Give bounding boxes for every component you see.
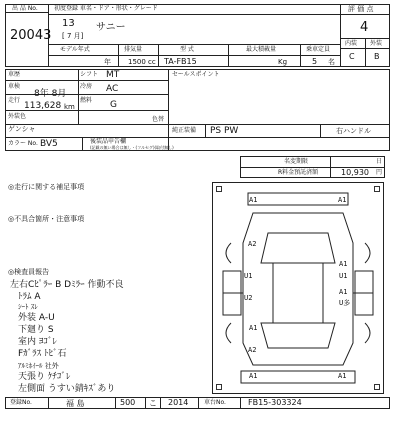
exterior-label: 外装 — [370, 40, 383, 47]
inspector-note-line: 天張り ｹﾁｺﾞﾚ — [18, 372, 71, 382]
name-change-unit: 日 — [376, 158, 383, 165]
damage-mark: A1 — [339, 260, 348, 268]
inspector-note-line: ﾄﾗﾑ A — [18, 292, 41, 302]
registration-number: 2014 — [168, 398, 189, 407]
registration-no-label: 登録No. — [10, 399, 32, 406]
shift-value: MT — [106, 70, 120, 80]
damage-mark: A1 — [249, 372, 258, 380]
rating-value: 4 — [360, 20, 369, 35]
damage-mark: A1 — [339, 288, 348, 296]
fuel-value: G — [110, 100, 117, 110]
inspector-note-line: ｱﾙﾐﾎｲｰﾙ 社外 — [18, 362, 59, 370]
equipment-value: PS PW — [210, 126, 239, 136]
color-code-label: カラー No. — [8, 140, 38, 147]
exterior-grade: B — [374, 52, 380, 61]
registration-kana: こ — [149, 399, 157, 408]
damage-mark: A1 — [249, 324, 258, 332]
inspection-value: 8年 8月 — [34, 89, 67, 99]
driving-notes-title: ◎走行に関する補足事項 — [8, 183, 85, 191]
damage-mark: A2 — [248, 240, 257, 248]
max-load-label: 最大積載量 — [246, 46, 277, 53]
inspector-report-title: ◎検査員報告 — [8, 268, 50, 276]
car-diagram — [212, 182, 384, 394]
capacity-value: 5 — [312, 57, 318, 66]
inspector-note-line: ｼｰﾄ ｽﾚ — [18, 303, 38, 311]
chassis-value: TA-FB15 — [164, 57, 197, 66]
recycle-fee-unit: 円 — [376, 169, 383, 176]
recycle-fee-value: 10,930 — [341, 168, 369, 177]
ac-value: AC — [106, 84, 119, 94]
inspector-note-line: 室内 ﾖｺﾞﾚ — [18, 337, 57, 347]
interior-label: 内装 — [345, 40, 358, 47]
mileage-value: 113,628 — [24, 101, 62, 111]
recycle-fee-label: R料金預託済額 — [278, 169, 319, 176]
frame-no-label: 車台No. — [204, 399, 226, 406]
capacity-label: 乗車定員 — [306, 46, 331, 53]
inspection-label: 車検 — [8, 83, 21, 90]
inspector-note-line: 左右Cﾋﾟﾗｰ B Dﾐﾗｰ 作動不良 — [10, 280, 124, 290]
registration-year: 13 — [62, 18, 75, 29]
capacity-unit: 名 — [328, 58, 335, 66]
displacement-value: 1500 cc — [128, 58, 156, 66]
defects-notes-title: ◎不具合箇所・注意事項 — [8, 215, 85, 223]
damage-mark: A1 — [249, 196, 258, 204]
registration-class: 500 — [120, 398, 136, 407]
damage-mark: A1 — [338, 196, 347, 204]
color-change-tag: 色替 — [152, 116, 165, 123]
aftermarket-label: 後装品申告欄 — [90, 138, 127, 145]
ac-label: 冷房 — [80, 83, 93, 90]
fuel-label: 燃料 — [80, 97, 93, 104]
damage-mark: U1 — [339, 272, 348, 280]
damage-mark: U2 — [244, 294, 253, 302]
damage-mark: A2 — [248, 346, 257, 354]
interior-grade: C — [349, 52, 355, 61]
damage-mark: U多 — [339, 299, 351, 307]
exterior-color-value: ゲンシャ — [8, 125, 36, 133]
steering-value: 右ハンドル — [336, 127, 371, 135]
color-code-value: BV5 — [40, 139, 58, 149]
inspector-note-line: 下廻り S — [18, 325, 54, 335]
exterior-color-label: 外装色 — [8, 113, 27, 120]
history-label: 車歴 — [8, 71, 21, 78]
damage-mark: U1 — [244, 272, 253, 280]
inspector-note-line: 外装 A-U — [18, 313, 55, 323]
damage-mark: A1 — [338, 372, 347, 380]
name-change-label: 名変期限 — [284, 158, 309, 165]
mileage-unit: km — [64, 103, 75, 111]
car-name: サニー — [96, 22, 126, 33]
shift-label: シフト — [80, 71, 99, 78]
displacement-label: 排気量 — [124, 46, 143, 53]
mileage-label: 走行 — [8, 97, 21, 104]
inspector-note-line: Fｶﾞﾗｽ ﾄﾋﾞ石 — [18, 349, 67, 359]
lot-number: 20043 — [10, 28, 52, 43]
equipment-label: 純正装備 — [172, 127, 197, 134]
model-year-unit: 年 — [104, 58, 111, 66]
chassis-label: 型 式 — [180, 46, 194, 53]
selling-points-label: セールスポイント — [172, 71, 220, 78]
max-load-unit: Kg — [278, 58, 288, 66]
rating-label: 評 価 点 — [348, 5, 374, 13]
registration-region: 福 島 — [66, 399, 85, 408]
inspector-note-line: 左側面 うすい錆ｷｽﾞあり — [18, 384, 116, 394]
frame-number: FB15-303324 — [248, 398, 302, 407]
car-outline-icon — [213, 183, 383, 393]
lot-label: 出 品 No. — [12, 5, 38, 12]
registration-month: [ 7 月] — [62, 32, 84, 40]
model-year-label: モデル年式 — [60, 46, 90, 53]
type-label: 初度登録 車名・ドア・形状・グレード — [54, 5, 158, 12]
aftermarket-note: (記載の無い場合は無し・(フルセグ)(取付無し) — [90, 145, 174, 150]
